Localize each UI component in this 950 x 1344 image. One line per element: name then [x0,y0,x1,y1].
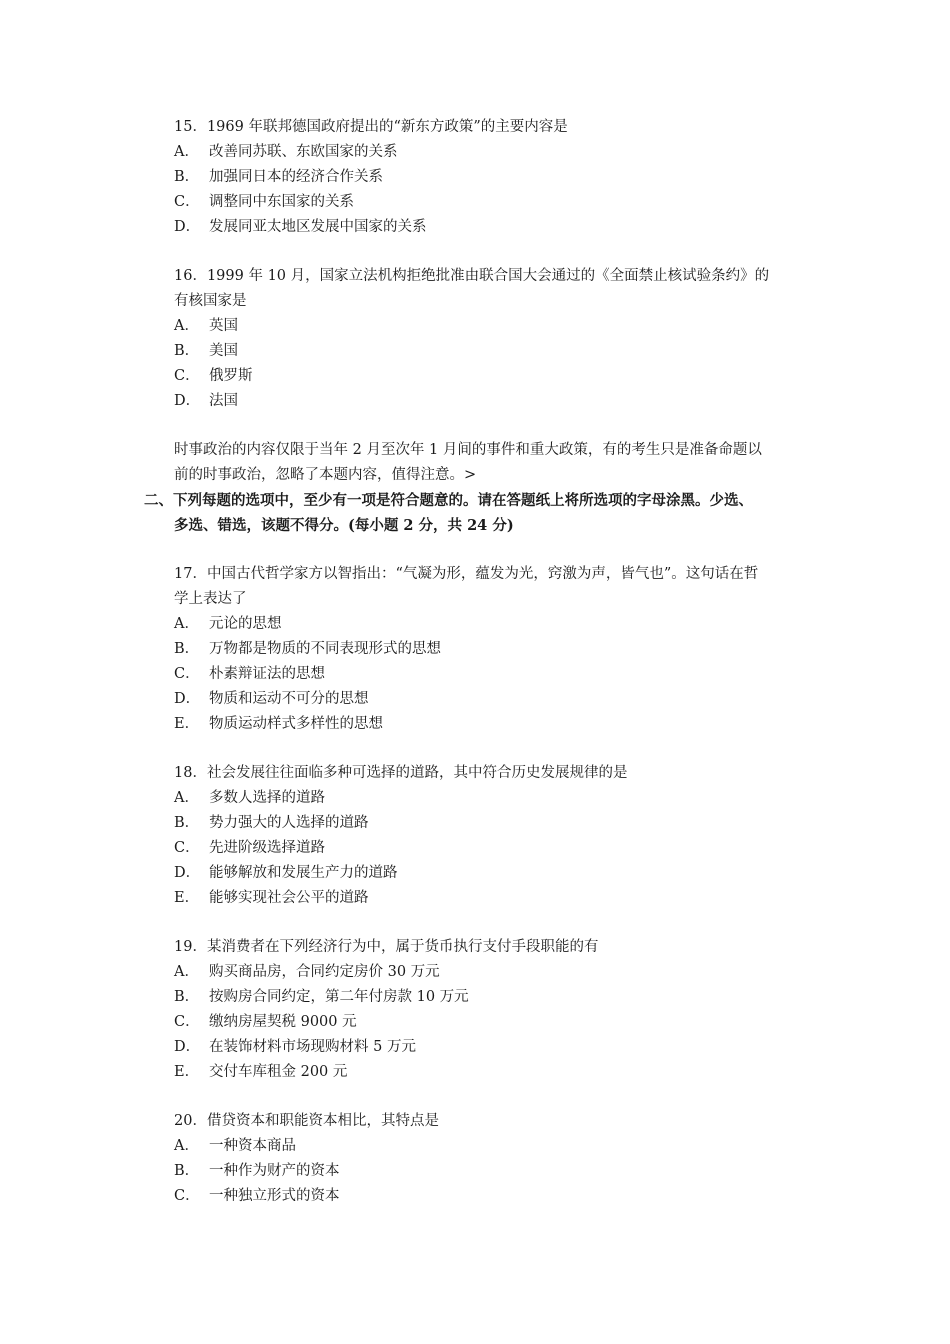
option-text: 一种独立形式的资本 [209,1188,340,1204]
option-letter: C． [174,666,200,682]
option-text: 朴素辩证法的思想 [209,666,325,682]
option-text: 先进阶级选择道路 [209,840,325,856]
section-header [144,488,814,538]
option-c [174,364,814,389]
option-text: 元论的思想 [209,616,282,632]
option-c [174,190,814,215]
option-text: 调整同中东国家的关系 [209,194,354,210]
option-text: 在装饰材料市场现购材料 5 万元 [209,1039,416,1055]
option-text: 万物都是物质的不同表现形式的思想 [209,641,441,657]
question-20 [174,1109,814,1209]
question-stem-continued: 有核国家是 [174,293,247,309]
question-stem: 20．借贷资本和职能资本相比，其特点是 [174,1113,439,1129]
option-letter: B． [174,641,200,657]
option-letter: A． [174,964,199,980]
option-d [174,1035,814,1060]
question-stem: 16．1999 年 10 月，国家立法机构拒绝批准由联合国大会通过的《全面禁止核试验条约》的 [174,268,770,284]
question-stem: 15．1969 年联邦德国政府提出的“新东方政策”的主要内容是 [174,119,568,135]
option-text: 美国 [209,343,238,359]
document-content [144,115,814,1209]
option-text: 按购房合同约定，第二年付房款 10 万元 [209,989,469,1005]
option-text: 加强同日本的经济合作关系 [209,169,383,185]
option-c [174,836,814,861]
option-c [174,1010,814,1035]
option-d [174,687,814,712]
option-a [174,1134,814,1159]
option-letter: B． [174,815,200,831]
option-letter: A． [174,144,199,160]
option-letter: E． [174,716,200,732]
option-text: 势力强大的人选择的道路 [209,815,369,831]
option-letter: B． [174,343,200,359]
question-15 [174,115,814,240]
option-letter: C． [174,1014,200,1030]
option-text: 一种作为财产的资本 [209,1163,340,1179]
option-letter: D． [174,1039,201,1055]
option-e [174,886,814,911]
option-text: 购买商品房，合同约定房价 30 万元 [209,964,440,980]
question-19 [174,935,814,1085]
question-17 [174,562,814,737]
option-letter: A． [174,1138,199,1154]
option-d [174,215,814,240]
option-b [174,339,814,364]
option-b [174,811,814,836]
option-text: 法国 [209,393,238,409]
option-text: 改善同苏联、东欧国家的关系 [209,144,398,160]
option-letter: E． [174,890,200,906]
option-c [174,662,814,687]
option-letter: C． [174,840,200,856]
question-stem: 19．某消费者在下列经济行为中，属于货币执行支付手段职能的有 [174,939,599,955]
option-b [174,637,814,662]
question-stem: 18．社会发展往往面临多种可选择的道路，其中符合历史发展规律的是 [174,765,628,781]
note-line: 时事政治的内容仅限于当年 2 月至次年 1 月间的事件和重大政策，有的考生只是准备命题以 [174,442,762,458]
option-letter: B． [174,169,200,185]
option-text: 能够实现社会公平的道路 [209,890,369,906]
option-text: 交付车库租金 200 元 [209,1064,348,1080]
option-text: 英国 [209,318,238,334]
option-letter: A． [174,790,199,806]
option-letter: C． [174,194,200,210]
option-d [174,389,814,414]
section-header-line: 二、下列每题的选项中，至少有一项是符合题意的。请在答题纸上将所选项的字母涂黑。少选、 [144,492,753,509]
option-text: 缴纳房屋契税 9000 元 [209,1014,357,1030]
option-text: 一种资本商品 [209,1138,296,1154]
option-letter: E． [174,1064,200,1080]
option-text: 能够解放和发展生产力的道路 [209,865,398,881]
option-text: 发展同亚太地区发展中国家的关系 [209,219,427,235]
note-line: 前的时事政治，忽略了本题内容，值得注意。> [174,467,477,483]
study-note [174,438,814,488]
option-c [174,1184,814,1209]
option-letter: D． [174,691,201,707]
option-letter: C． [174,1188,200,1204]
option-a [174,960,814,985]
option-letter: A． [174,616,199,632]
option-e [174,712,814,737]
section-header-line: 多选、错选，该题不得分。(每小题 2 分，共 24 分) [174,517,514,534]
option-a [174,314,814,339]
option-text: 物质运动样式多样性的思想 [209,716,383,732]
question-stem-continued: 学上表达了 [174,591,247,607]
option-text: 多数人选择的道路 [209,790,325,806]
option-e [174,1060,814,1085]
question-16 [174,264,814,414]
option-b [174,165,814,190]
option-d [174,861,814,886]
option-letter: A． [174,318,199,334]
question-18 [174,761,814,911]
option-letter: B． [174,1163,200,1179]
option-letter: B． [174,989,200,1005]
option-a [174,612,814,637]
option-b [174,985,814,1010]
option-a [174,786,814,811]
option-letter: D． [174,865,201,881]
option-letter: C． [174,368,200,384]
option-text: 俄罗斯 [209,368,253,384]
option-text: 物质和运动不可分的思想 [209,691,369,707]
option-a [174,140,814,165]
question-stem: 17．中国古代哲学家方以智指出：“气凝为形，蕴发为光，窍激为声，皆气也”。这句话在哲 [174,566,759,582]
option-letter: D． [174,219,201,235]
option-letter: D． [174,393,201,409]
option-b [174,1159,814,1184]
